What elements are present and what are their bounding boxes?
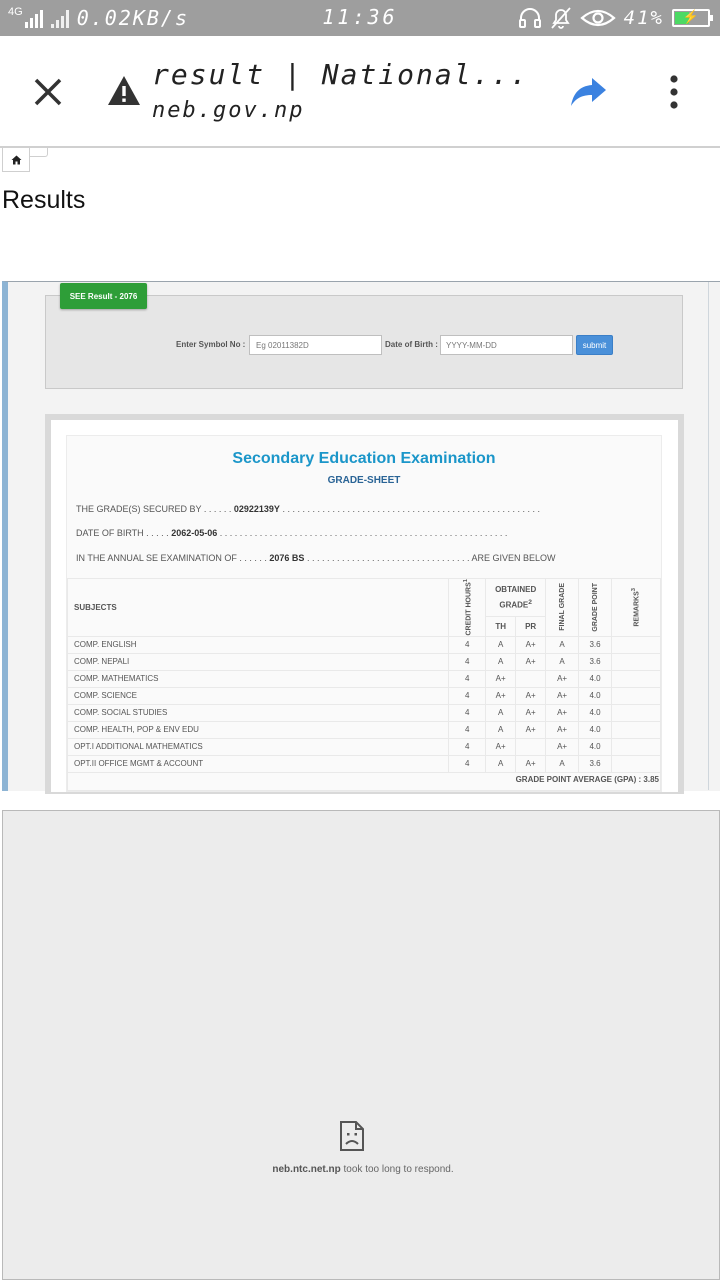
cell-credit: 4 xyxy=(449,653,486,670)
info-line-exam-prefix: IN THE ANNUAL SE EXAMINATION OF . . . . . . xyxy=(76,553,267,563)
error-message xyxy=(0,1164,720,1175)
cell-final: A xyxy=(546,636,579,653)
table-row xyxy=(68,670,661,687)
symbol-number: 02922139Y xyxy=(233,504,280,514)
cell-credit: 4 xyxy=(449,755,486,772)
home-button[interactable] xyxy=(2,148,30,172)
cell-point: 4.0 xyxy=(579,687,612,704)
status-bar-right xyxy=(518,4,710,32)
cell-remarks xyxy=(612,738,661,755)
cell-point: 4.0 xyxy=(579,670,612,687)
error-frame[interactable] xyxy=(2,810,720,1280)
submit-button[interactable]: submit xyxy=(576,335,613,355)
cell-subject: OPT.I ADDITIONAL MATHEMATICS xyxy=(68,738,449,755)
cell-final: A+ xyxy=(546,721,579,738)
cell-pr: A+ xyxy=(516,687,546,704)
cell-credit: 4 xyxy=(449,704,486,721)
header-grade-point xyxy=(579,579,612,637)
warning-icon[interactable] xyxy=(106,74,142,108)
cell-pr: A+ xyxy=(516,653,546,670)
table-row xyxy=(68,721,661,738)
cell-pr: A+ xyxy=(516,636,546,653)
header-th: TH xyxy=(486,617,516,636)
cell-credit: 4 xyxy=(449,670,486,687)
cell-point: 3.6 xyxy=(579,636,612,653)
header-point-text: GRADE POINT xyxy=(591,582,599,632)
cell-subject: COMP. SCIENCE xyxy=(68,687,449,704)
cell-th: A xyxy=(486,636,516,653)
cell-credit: 4 xyxy=(449,738,486,755)
symbol-input[interactable]: Eg 02011382D xyxy=(249,335,382,355)
error-host: neb.ntc.net.np xyxy=(272,1164,341,1175)
cell-final: A+ xyxy=(546,687,579,704)
cell-th: A+ xyxy=(486,687,516,704)
cell-subject: COMP. MATHEMATICS xyxy=(68,670,449,687)
table-row xyxy=(68,755,661,772)
cell-subject: COMP. SOCIAL STUDIES xyxy=(68,704,449,721)
cell-point: 4.0 xyxy=(579,704,612,721)
header-obtained-sup: 2 xyxy=(528,599,532,607)
cell-point: 3.6 xyxy=(579,653,612,670)
close-icon[interactable] xyxy=(28,72,68,112)
url-text[interactable]: neb.gov.np xyxy=(152,98,305,123)
cell-point: 4.0 xyxy=(579,721,612,738)
info-line-student-prefix: THE GRADE(S) SECURED BY . . . . . . xyxy=(76,504,232,514)
cell-pr: A+ xyxy=(516,721,546,738)
cell-final: A+ xyxy=(546,738,579,755)
cell-remarks xyxy=(612,653,661,670)
header-obtained-grade xyxy=(486,579,546,617)
cell-subject: COMP. HEALTH, POP & ENV EDU xyxy=(68,721,449,738)
exam-title: Secondary Education Examination xyxy=(232,450,496,467)
battery-percent: 41% xyxy=(623,7,664,29)
dob-label: Date of Birth : xyxy=(385,340,438,349)
cell-pr: A+ xyxy=(516,755,546,772)
network-type: 4G xyxy=(8,6,23,18)
cell-remarks xyxy=(612,636,661,653)
cell-pr: A+ xyxy=(516,704,546,721)
page-title-text[interactable]: result | National... xyxy=(152,58,530,91)
cell-subject: COMP. ENGLISH xyxy=(68,636,449,653)
share-icon[interactable] xyxy=(568,74,608,110)
sad-document-icon xyxy=(338,1120,366,1152)
cell-pr xyxy=(516,738,546,755)
cell-final: A xyxy=(546,653,579,670)
header-remarks-text: REMARKS xyxy=(633,591,641,627)
net-speed: 0.02KB/s xyxy=(76,6,190,30)
header-final-grade xyxy=(546,579,579,637)
dob-input[interactable]: YYYY-MM-DD xyxy=(440,335,573,355)
cell-th: A+ xyxy=(486,670,516,687)
info-line-student xyxy=(76,504,540,514)
info-line-student-suffix: . . . . . . . . . . . . . . . . . . . . . . . . . . . . . . . . . . . . . . . . . . . . . . . . . . . . xyxy=(282,504,541,514)
symbol-label: Enter Symbol No : xyxy=(176,340,246,349)
cell-th: A xyxy=(486,721,516,738)
cell-remarks xyxy=(612,704,661,721)
header-final-text: FINAL GRADE xyxy=(558,583,566,632)
cell-th: A+ xyxy=(486,738,516,755)
cell-remarks xyxy=(612,721,661,738)
clock: 11:36 xyxy=(322,5,398,29)
info-line-dob-prefix: DATE OF BIRTH . . . . . xyxy=(76,528,169,538)
browser-toolbar xyxy=(0,36,720,148)
frame-divider xyxy=(708,282,709,790)
table-row xyxy=(68,636,661,653)
eye-icon xyxy=(580,8,616,28)
date-of-birth: 2062-05-06 xyxy=(171,528,218,538)
cell-remarks xyxy=(612,670,661,687)
exam-year: 2076 BS xyxy=(269,553,305,563)
page-heading: Results xyxy=(2,186,86,214)
cell-point: 3.6 xyxy=(579,755,612,772)
grades-table-body xyxy=(68,636,661,772)
cell-subject: COMP. NEPALI xyxy=(68,653,449,670)
header-remarks-sup: 3 xyxy=(631,587,638,592)
battery-icon xyxy=(672,9,710,27)
headphones-icon xyxy=(518,7,542,29)
header-obtained-text: OBTAINED GRADE xyxy=(495,585,537,610)
table-row xyxy=(68,687,661,704)
more-vert-icon[interactable] xyxy=(664,74,684,110)
cell-th: A xyxy=(486,653,516,670)
see-result-badge[interactable]: SEE Result - 2076 xyxy=(60,283,147,309)
cell-th: A xyxy=(486,704,516,721)
table-row xyxy=(68,704,661,721)
cell-pr xyxy=(516,670,546,687)
info-line-exam xyxy=(76,553,556,563)
status-bar xyxy=(0,0,720,36)
cell-credit: 4 xyxy=(449,687,486,704)
home-icon xyxy=(11,155,22,165)
header-pr: PR xyxy=(516,617,546,636)
table-row xyxy=(68,738,661,755)
header-credit-hours-text: CREDIT HOURS xyxy=(464,582,472,636)
cell-remarks xyxy=(612,687,661,704)
cell-point: 4.0 xyxy=(579,738,612,755)
bell-off-icon xyxy=(550,6,572,30)
nav-tab-edge xyxy=(30,148,48,157)
cell-credit: 4 xyxy=(449,721,486,738)
info-line-dob-suffix: . . . . . . . . . . . . . . . . . . . . . . . . . . . . . . . . . . . . . . . . . . . . . . . . . . . . . . . . . . xyxy=(219,528,508,538)
cell-final: A xyxy=(546,755,579,772)
grade-sheet-title: GRADE-SHEET xyxy=(327,475,401,486)
table-row xyxy=(68,653,661,670)
header-credit-hours xyxy=(449,579,486,637)
cell-credit: 4 xyxy=(449,636,486,653)
grades-table xyxy=(67,578,661,791)
cell-final: A+ xyxy=(546,704,579,721)
charging-bolt-icon: ⚡ xyxy=(682,9,700,24)
error-message-text: took too long to respond. xyxy=(343,1164,454,1175)
gpa-text: GRADE POINT AVERAGE (GPA) : 3.85 xyxy=(515,775,659,784)
cell-subject: OPT.II OFFICE MGMT & ACCOUNT xyxy=(68,755,449,772)
cell-th: A xyxy=(486,755,516,772)
header-subjects: SUBJECTS xyxy=(68,579,449,637)
cell-remarks xyxy=(612,755,661,772)
header-remarks xyxy=(612,579,661,637)
header-credit-sup: 1 xyxy=(462,579,469,583)
info-line-exam-suffix: . . . . . . . . . . . . . . . . . . . . . . . . . . . . . . . . . ARE GIVEN BELOW xyxy=(306,553,556,563)
cell-final: A+ xyxy=(546,670,579,687)
info-line-dob xyxy=(76,528,507,538)
